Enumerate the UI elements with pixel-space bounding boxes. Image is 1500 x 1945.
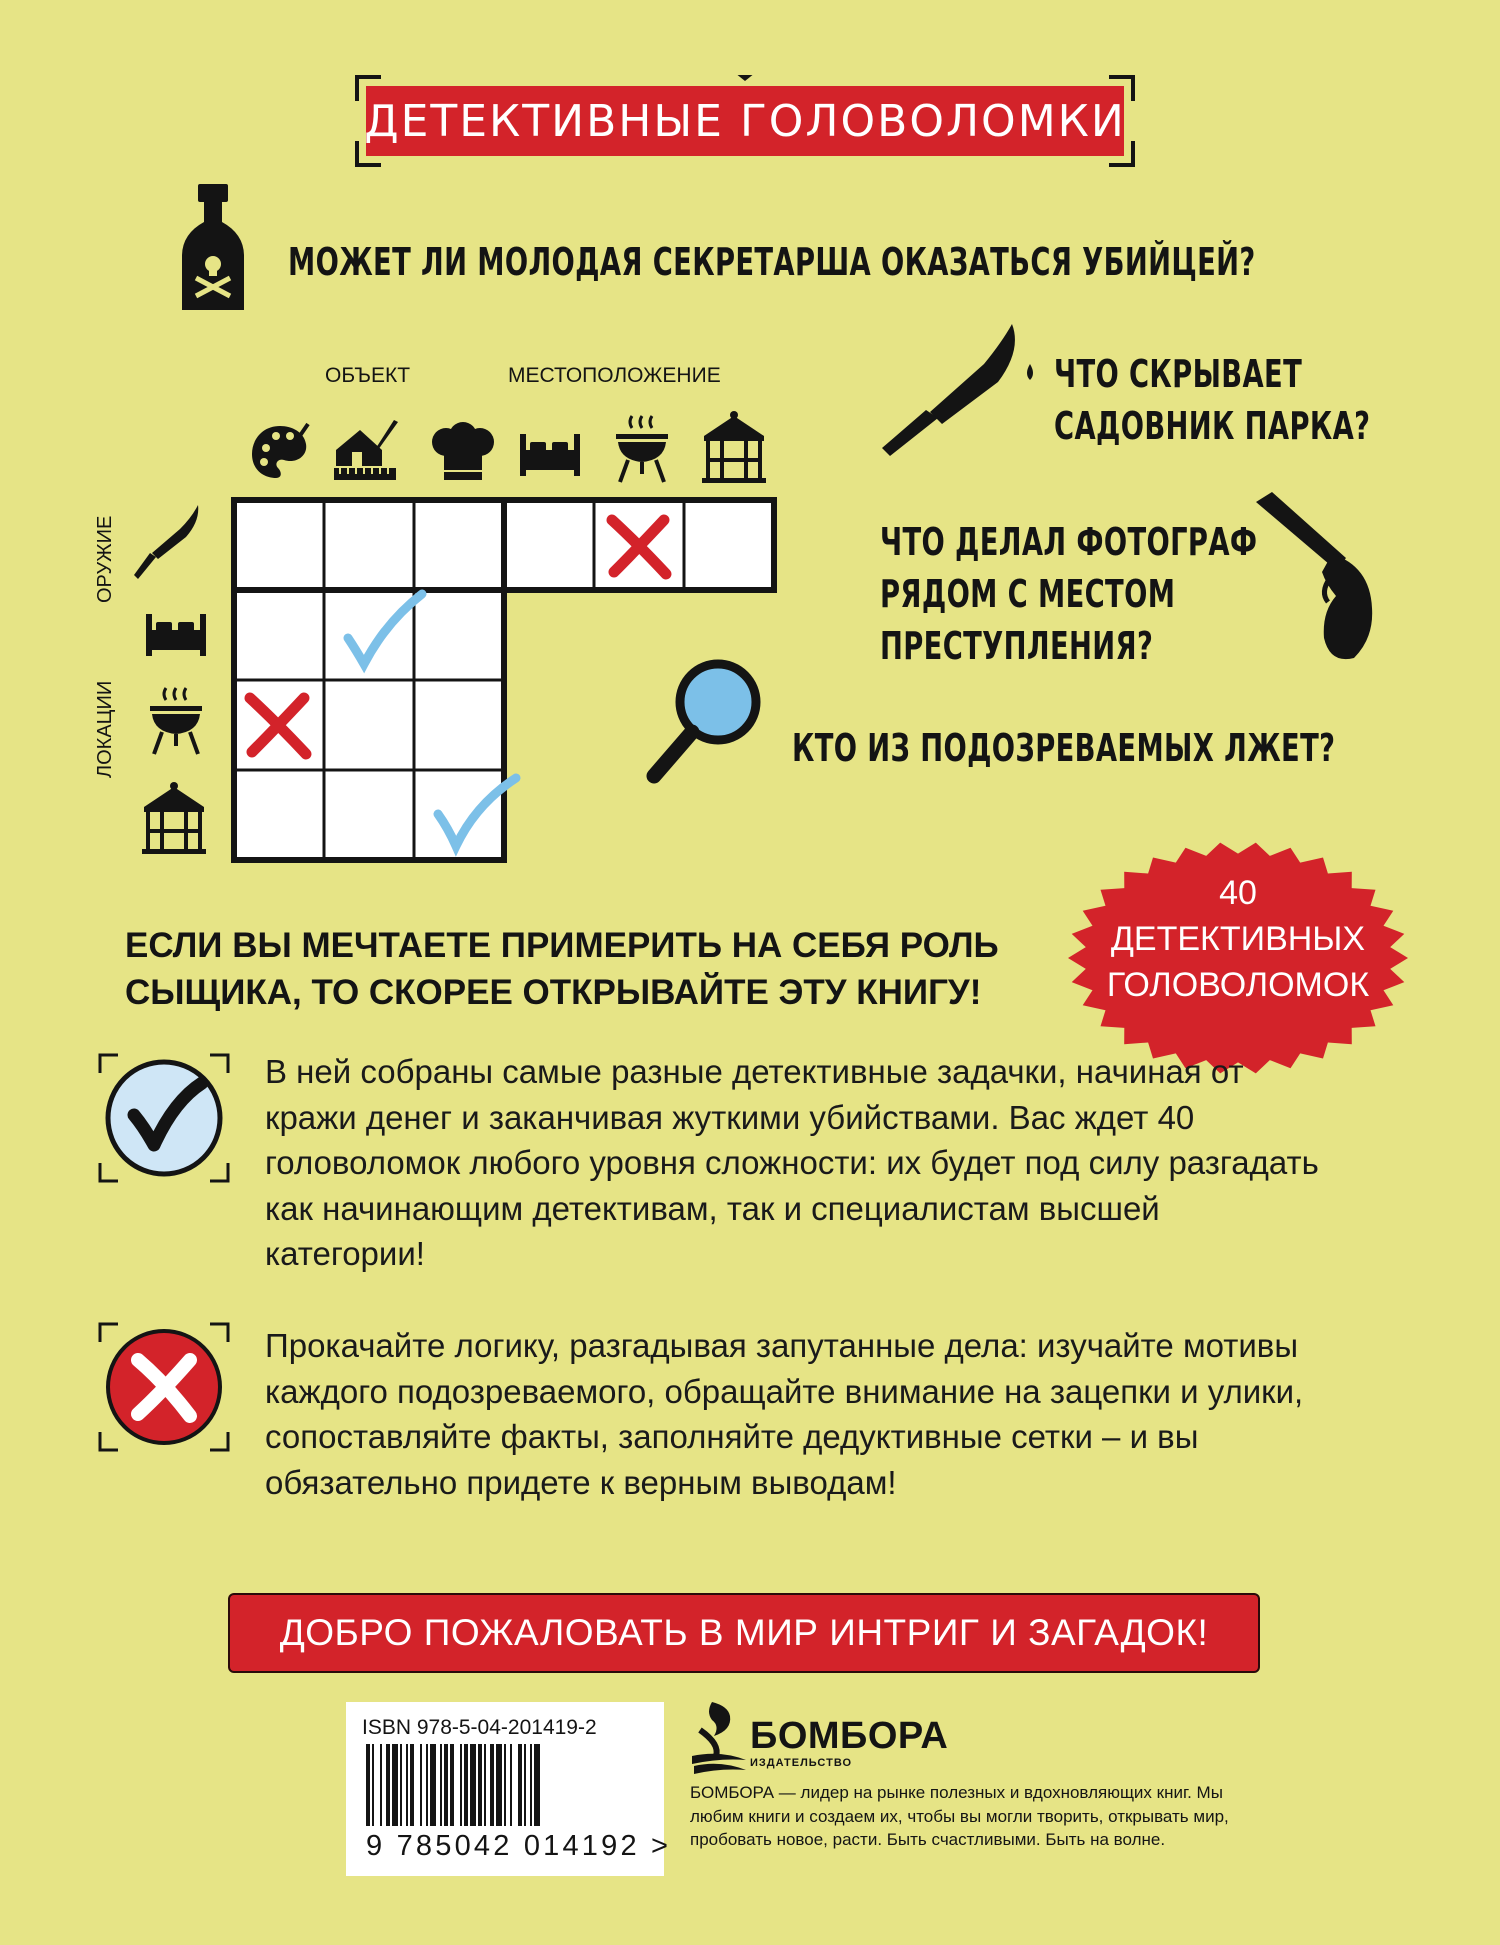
pistol-icon — [1250, 488, 1380, 664]
question-photographer-line2: РЯДОМ С МЕСТОМ — [880, 572, 1176, 616]
badge-line2: ГОЛОВОЛОМОК — [1106, 966, 1370, 1004]
bombora-logo-icon — [690, 1700, 748, 1778]
paragraph-2: Прокачайте логику, разгадывая запутанные дела: изучайте мотивы каждого подозреваемого, обращайте внимание на зацепки и улики, сопоставляйте факты, заполняйте дедуктивные сетки – и вы обязательно придете к верным выводам! — [265, 1327, 1304, 1501]
barcode-box — [346, 1702, 672, 1876]
isbn-text: ISBN 978-5-04-201419-2 — [362, 1716, 597, 1739]
badge-count: 40 — [1219, 874, 1257, 912]
chef-hat-icon — [428, 422, 498, 480]
knife-icon — [880, 320, 1040, 460]
question-photographer-line1: ЧТО ДЕЛАЛ ФОТОГРАФ — [880, 520, 1258, 564]
knife-small-icon — [134, 503, 204, 583]
publisher-name: БОМБОРА — [750, 1715, 949, 1757]
question-gardener-line2: САДОВНИК ПАРКА? — [1054, 404, 1371, 448]
barcode-bars — [366, 1744, 640, 1826]
cross-circle-icon — [98, 1322, 230, 1452]
intro-text: ЕСЛИ ВЫ МЕЧТАЕТЕ ПРИМЕРИТЬ НА СЕБЯ РОЛЬ СЫЩИКА, ТО СКОРЕЕ ОТКРЫВАЙТЕ ЭТУ КНИГУ! — [125, 926, 999, 1012]
gazebo-icon — [700, 410, 768, 484]
publisher-subtitle: ИЗДАТЕЛЬСТВО — [750, 1757, 853, 1769]
grill-icon — [612, 414, 672, 484]
deduction-grid[interactable] — [226, 492, 786, 872]
question-photographer-line3: ПРЕСТУПЛЕНИЯ? — [880, 624, 1154, 668]
gazebo-small-icon — [140, 780, 208, 856]
welcome-banner: ДОБРО ПОЖАЛОВАТЬ В МИР ИНТРИГ И ЗАГАДОК! — [230, 1595, 1258, 1671]
question-liar: КТО ИЗ ПОДОЗРЕВАЕМЫХ ЛЖЕТ? — [792, 726, 1336, 770]
badge-line1: ДЕТЕКТИВНЫХ — [1110, 920, 1366, 958]
grid-header-object: ОБЪЕКТ — [325, 364, 411, 387]
question-gardener-line1: ЧТО СКРЫВАЕТ — [1054, 352, 1303, 396]
palette-icon — [250, 422, 310, 482]
grill-small-icon — [146, 682, 206, 760]
poison-bottle-icon — [178, 182, 248, 314]
house-icon — [332, 420, 400, 482]
bed-small-icon — [144, 612, 208, 658]
grid-row-label-weapon: ОРУЖИЕ — [94, 515, 116, 603]
barcode-digits: 9 785042 014192 > — [366, 1830, 672, 1862]
bed-icon — [518, 432, 582, 478]
check-circle-icon — [98, 1053, 230, 1183]
title-banner: ДЕТЕКТИВНЫЕ ГОЛОВОЛОМКИ — [366, 86, 1124, 156]
question-secretary: МОЖЕТ ЛИ МОЛОДАЯ СЕКРЕТАРША ОКАЗАТЬСЯ УБИЙЦЕЙ? — [288, 240, 1256, 284]
publisher-description: БОМБОРА — лидер на рынке полезных и вдохновляющих книг. Мы любим книги и создаем их, чтобы вы могли творить, открывать мир, пробовать новое, расти. Быть счастливыми. Быть на волне. — [690, 1783, 1229, 1849]
badge-text — [1062, 870, 1414, 1008]
paragraph-1: В ней собраны самые разные детективные задачки, начиная от кражи денег и заканчивая жуткими убийствами. Вас ждет 40 головоломок любого уровня сложности: их будет под силу разгадать как начинающим детективам, так и специалистам высшей категории! — [265, 1053, 1319, 1272]
grid-header-location: МЕСТОПОЛОЖЕНИЕ — [508, 364, 721, 387]
grid-row-label-locations: ЛОКАЦИИ — [94, 680, 116, 778]
